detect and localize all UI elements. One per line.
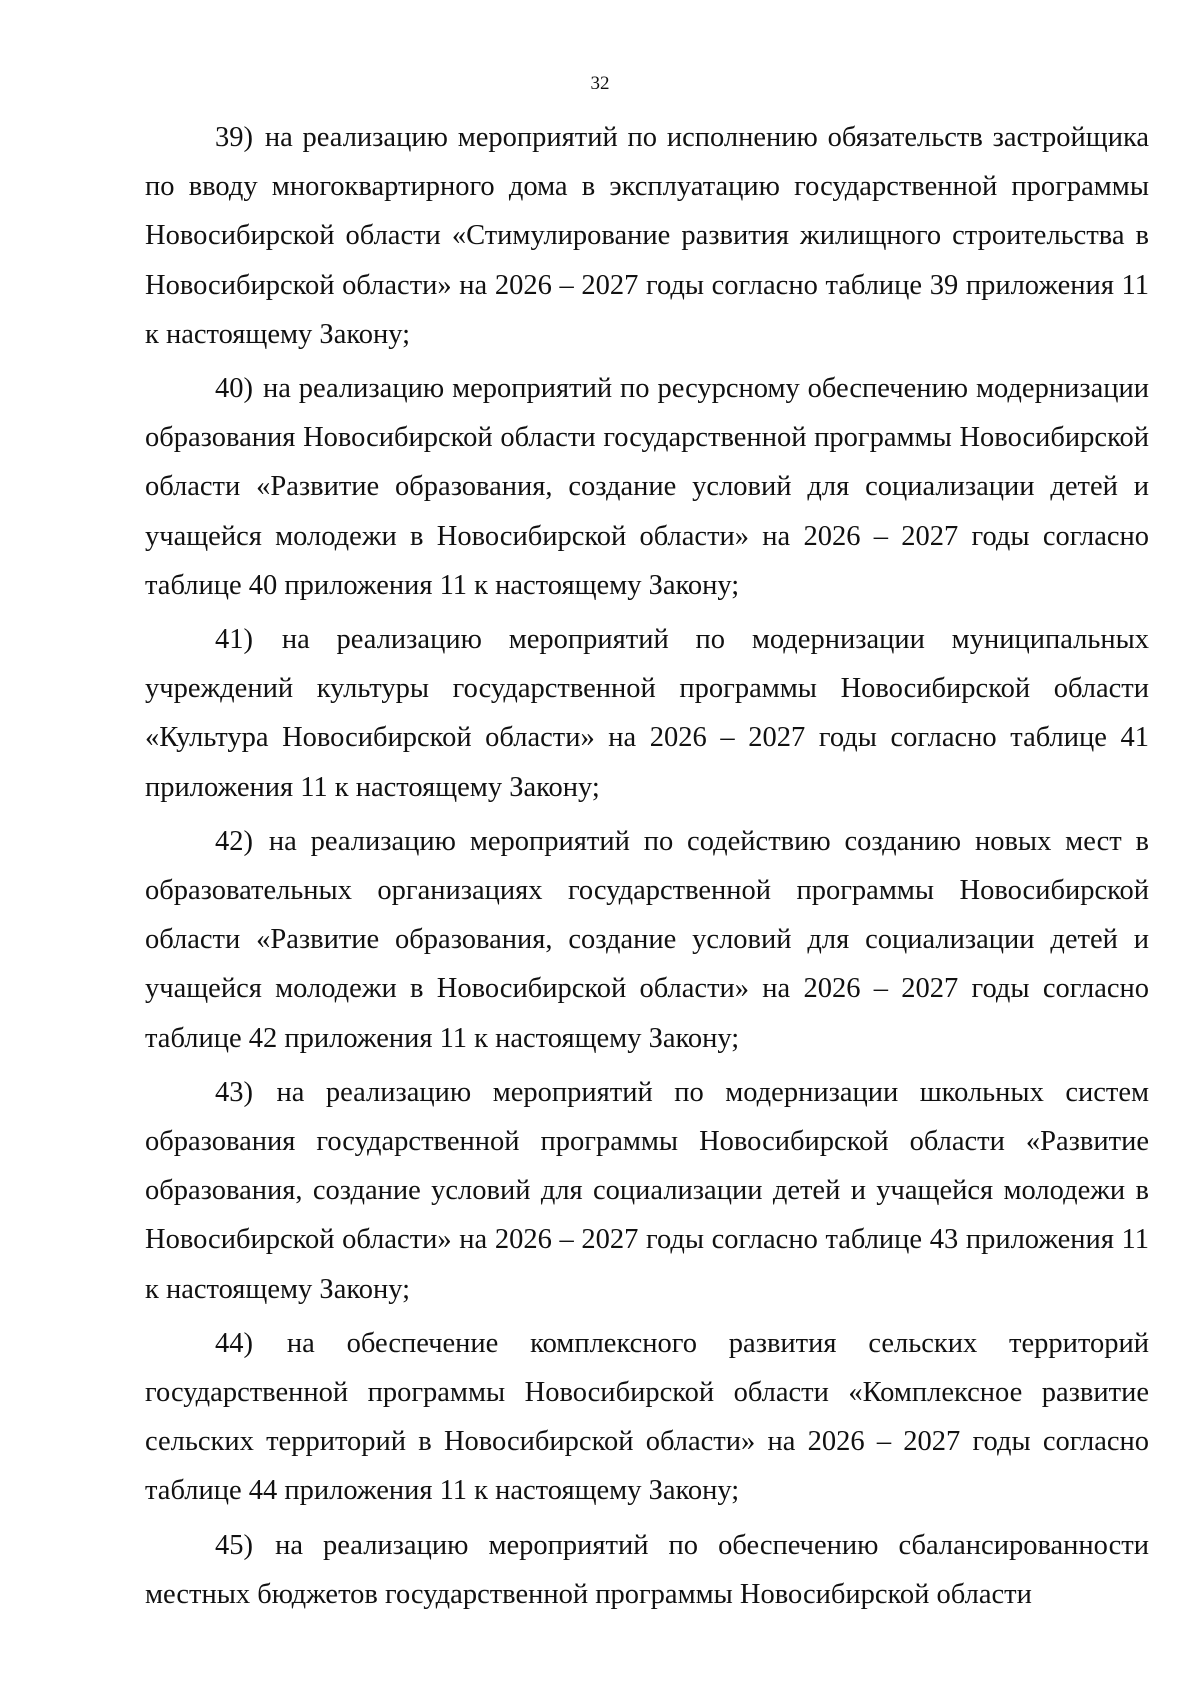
item-text: на обеспечение комплексного развития сельских территорий государственной программы Новосибирской области «Комплексное развитие сельских территорий в Новосибирской области» на 2026 – 2027 годы согласно таблице 44 приложения 11 к настоящему Закону; <box>145 1327 1150 1507</box>
list-item-41 <box>145 615 1149 812</box>
item-text: на реализацию мероприятий по ресурсному обеспечению модернизации образования Новосибирской области государственной программы Новосибирской области «Развитие образования, создание условий для социализации детей и учащейся молодежи в Новосибирской области» на 2026 – 2027 годы согласно таблице 40 приложения 11 к настоящему Закону; <box>145 373 1150 601</box>
item-number: 39) <box>215 122 253 153</box>
page-number: 32 <box>590 73 610 94</box>
law-text-body <box>145 113 1149 1624</box>
item-text: на реализацию мероприятий по содействию созданию новых мест в образовательных организациях государственной программы Новосибирской области «Развитие образования, создание условий для социализации детей и учащейся молодежи в Новосибирской области» на 2026 – 2027 годы согласно таблице 42 приложения 11 к настоящему Закону; <box>145 825 1149 1054</box>
item-text: на реализацию мероприятий по модернизации муниципальных учреждений культуры государственной программы Новосибирской области «Культура Новосибирской области» на 2026 – 2027 годы согласно таблице 41 приложения 11 к настоящему Закону; <box>145 624 1149 803</box>
list-item-44 <box>145 1319 1149 1516</box>
item-text: на реализацию мероприятий по обеспечению сбалансированности местных бюджетов государственной программы Новосибирской области <box>145 1529 1149 1610</box>
item-text: на реализацию мероприятий по исполнению обязательств застройщика по вводу многоквартирного дома в эксплуатацию государственной программы Новосибирской области «Стимулирование развития жилищного строительства в Новосибирской области» на 2026 – 2027 годы согласно таблице 39 приложения 11 к настоящему Закону; <box>145 122 1150 350</box>
item-number: 42) <box>215 825 253 857</box>
list-item-39 <box>145 113 1149 359</box>
list-item-43 <box>145 1068 1149 1314</box>
list-item-40 <box>145 364 1149 610</box>
item-number: 45) <box>215 1529 253 1561</box>
item-number: 44) <box>215 1327 253 1359</box>
item-text: на реализацию мероприятий по модернизации школьных систем образования государственной программы Новосибирской области «Развитие образования, создание условий для социализации детей и учащейся молодежи в Новосибирской области» на 2026 – 2027 годы согласно таблице 43 приложения 11 к настоящему Закону; <box>145 1076 1150 1305</box>
list-item-42 <box>145 817 1149 1063</box>
item-number: 43) <box>215 1076 253 1108</box>
list-item-45 <box>145 1521 1149 1619</box>
item-number: 41) <box>215 624 253 656</box>
item-number: 40) <box>215 373 253 405</box>
